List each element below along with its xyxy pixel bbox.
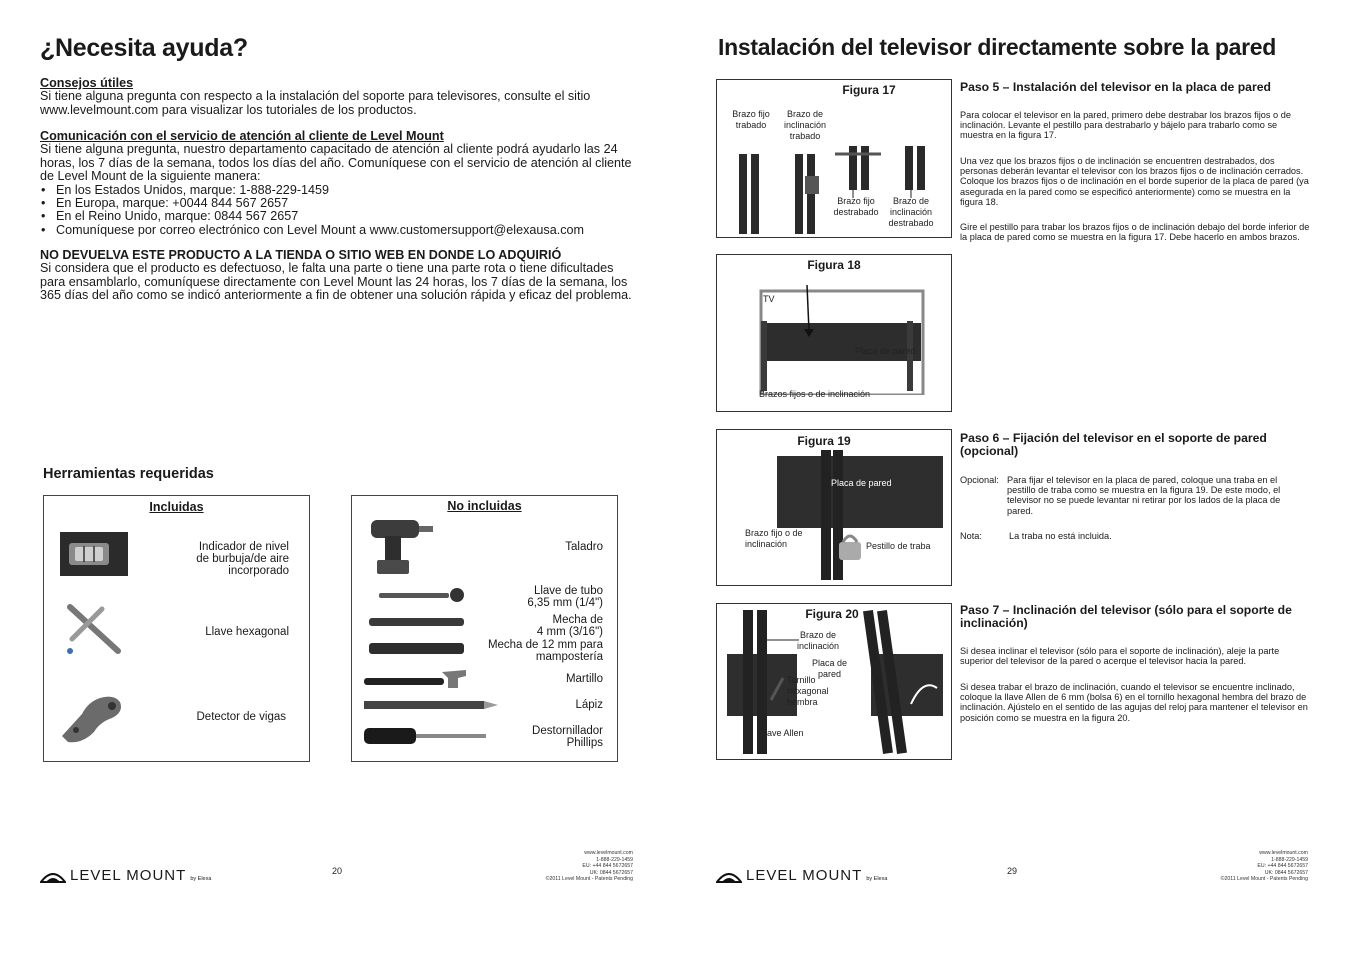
figure-17 <box>716 79 952 238</box>
logo-by: by Elexa <box>866 876 888 882</box>
socket-wrench-icon <box>377 586 477 606</box>
tools-title: Herramientas requeridas <box>43 466 214 482</box>
paso7-heading: Paso 7 – Inclinación del televisor (sólo para el soporte de inclinación) <box>960 603 1292 630</box>
incluidas-box <box>43 495 310 762</box>
figure-label: Placa de pared <box>812 658 848 679</box>
tool-label: Mecha de 12 mm para mampostería <box>487 639 603 663</box>
figure-label: Brazo fijo destrabado <box>833 196 879 217</box>
nota-text: La traba no está incluida. <box>1009 531 1112 541</box>
fig18-illustration <box>757 285 927 395</box>
logo-text: LEVEL MOUNT <box>70 867 187 884</box>
list-item: • En los Estados Unidos, marque: 1-888-229-1459 <box>40 184 640 197</box>
level-mount-logo-left <box>40 867 211 884</box>
figure-label: TV <box>763 294 775 304</box>
opcional-label: Opcional: <box>960 475 999 485</box>
servicio-section <box>40 130 640 237</box>
masonry-bit-icon <box>367 640 467 658</box>
figure-title: Figura 18 <box>807 258 861 272</box>
level-mount-logo-right <box>716 867 887 884</box>
consejos-section <box>40 77 640 117</box>
page-title-left: ¿Necesita ayuda? <box>40 34 248 62</box>
tool-label: Taladro <box>565 541 603 553</box>
footer-contact-left: www.levelmount.com 1-888-229-1459 EU: +44 844 5672657 UK: 0844 5672657 ©2011 Level Mount - Patents Pending <box>545 850 633 883</box>
hammer-icon <box>362 666 472 692</box>
paso5-p2: Una vez que los brazos fijos o de inclinación se encuentren destrabados, dos personas deberán levantar el televisor con los brazos fijos o de inclinación cerrados. Coloque los brazos fijos o de inclinación en el borde superior de la placa de pared (ya asegurada en la pared como se especificó anteriormente) como se muestra en la figura 18. <box>960 156 1309 207</box>
figure-20 <box>716 603 952 760</box>
tool-label: Lápiz <box>575 699 603 711</box>
paso5-heading: Paso 5 – Instalación del televisor en la placa de pared <box>960 80 1271 94</box>
paso5-p3: Gire el pestillo para trabar los brazos fijos o de inclinación debajo del borde inferior de la placa de pared como se muestra en la figura 17. Debe hacerlo en ambos brazos. <box>960 222 1310 243</box>
tool-label: Mecha de 4 mm (3/16") <box>536 614 603 638</box>
logo-text: LEVEL MOUNT <box>746 867 863 884</box>
page-title-right: Instalación del televisor directamente sobre la pared <box>718 34 1277 60</box>
list-item: • Comuníquese por correo electrónico con Level Mount a www.customersupport@elexausa.com <box>40 224 640 237</box>
figure-label: Pestillo de traba <box>866 541 931 551</box>
tool-label: Martillo <box>565 673 603 685</box>
paso7-p1: Si desea inclinar el televisor (sólo para el soporte de inclinación), aleje la parte superior del televisor de la pared o acerque el televisor hacia la pared. <box>960 646 1280 667</box>
opcional-text: Para fijar el televisor en la placa de pared, coloque una traba en el pestillo de traba como se muestra en la figura 19. De este modo, el televisor no se puede levantar ni retirar por los lados de la placa de pared. <box>1007 475 1281 516</box>
figure-label: Brazo de inclinación destrabado <box>888 196 934 228</box>
servicio-text: Si tiene alguna pregunta, nuestro departamento capacitado de atención al cliente podrá ayudarlo las 24 horas, los 7 días de la semana, todos los días del año. Comuníquese con el servicio de atención al cliente de Level Mount de la siguiente manera: <box>40 142 632 184</box>
list-item: • En el Reino Unido, marque: 0844 567 2657 <box>40 210 640 223</box>
nota-label: Nota: <box>960 531 982 541</box>
no-incluidas-box <box>351 495 618 762</box>
page-number-right: 29 <box>1007 866 1018 876</box>
hex-key-icon <box>62 599 132 659</box>
incluidas-heading: Incluidas <box>149 500 204 514</box>
figure-19 <box>716 429 952 586</box>
figure-label: Brazo fijo trabado <box>732 109 770 130</box>
paso7-p2: Si desea trabar el brazo de inclinación, cuando el televisor se encuentre inclinado, coloque la llave Allen de 6 mm (bolsa 6) en el tornillo hexagonal hembra del brazo de inclinación. Ajústelo en el sentido de las agujas del reloj para mantener el televisor en posición como se muestra en la figura 20. <box>960 682 1308 723</box>
pencil-icon <box>362 698 502 712</box>
figure-label: Placa de pared <box>831 478 892 488</box>
figure-label: Brazo de inclinación trabado <box>783 109 827 141</box>
tool-label: Indicador de nivel de burbuja/de aire incorporado <box>196 541 289 577</box>
consejos-heading: Consejos útiles <box>40 76 134 90</box>
figure-label: Placa de pared <box>855 346 916 356</box>
devolucion-heading: NO DEVUELVA ESTE PRODUCTO A LA TIENDA O SITIO WEB EN DONDE LO ADQUIRIÓ <box>40 248 562 262</box>
consejos-text: Si tiene alguna pregunta con respecto a la instalación del soporte para televisores, consulte el sitio www.levelmount.com para visualizar los tutoriales de los productos. <box>40 89 591 117</box>
figure-title: Figura 19 <box>797 434 851 448</box>
stud-finder-icon <box>54 686 134 746</box>
servicio-heading: Comunicación con el servicio de atención al cliente de Level Mount <box>40 129 444 143</box>
tool-label: Llave hexagonal <box>205 626 289 638</box>
figure-label: Tornillo hexagonal hembra <box>787 675 829 707</box>
figure-label: Brazos fijos o de inclinación <box>759 389 871 399</box>
figure-label: Llave Allen <box>760 728 804 738</box>
devolucion-text: Si considera que el producto es defectuoso, le falta una parte o tiene una parte rota o tiene dificultades para ensamblarlo, comuníquese directamente con Level Mount las 24 horas, los 7 días de la semana, los 365 días del año como se indicó anteriormente a fin de obtener una solución rápida y eficaz del problema. <box>40 261 632 303</box>
list-item: • En Europa, marque: +0044 844 567 2657 <box>40 197 640 210</box>
devolucion-section <box>40 249 640 303</box>
figure-label: Brazo de inclinación <box>797 630 840 651</box>
figure-title: Figura 20 <box>805 607 859 621</box>
screwdriver-icon <box>362 724 492 748</box>
logo-by: by Elexa <box>190 876 212 882</box>
paso5-p1: Para colocar el televisor en la pared, primero debe destrabar los brazos fijos o de inclinación. Levante el pestillo para destrabarlo y bájelo para trabarlo como se muestra en la figura 17. <box>960 110 1291 141</box>
figure-title: Figura 17 <box>842 83 896 97</box>
fig19-illustration <box>775 450 945 582</box>
figure-18 <box>716 254 952 412</box>
bubble-level-icon <box>59 531 129 577</box>
paso6-heading: Paso 6 – Fijación del televisor en el soporte de pared (opcional) <box>960 431 1267 458</box>
level-mount-logo-icon <box>716 868 742 884</box>
drill-icon <box>367 516 437 578</box>
tool-label: Llave de tubo 6,35 mm (1/4") <box>527 585 603 609</box>
level-mount-logo-icon <box>40 868 66 884</box>
footer-contact-right: www.levelmount.com 1-888-229-1459 EU: +44 844 5672657 UK: 0844 5672657 ©2011 Level Mount - Patents Pending <box>1220 850 1308 883</box>
figure-label: Brazo fijo o de inclinación <box>745 528 803 549</box>
contact-list <box>40 184 640 238</box>
drill-bit-icon <box>367 614 467 630</box>
page-number-left: 20 <box>332 866 343 876</box>
tool-label: Detector de vigas <box>196 711 286 723</box>
no-incluidas-heading: No incluidas <box>447 499 522 513</box>
tool-label: Destornillador Phillips <box>532 725 603 749</box>
